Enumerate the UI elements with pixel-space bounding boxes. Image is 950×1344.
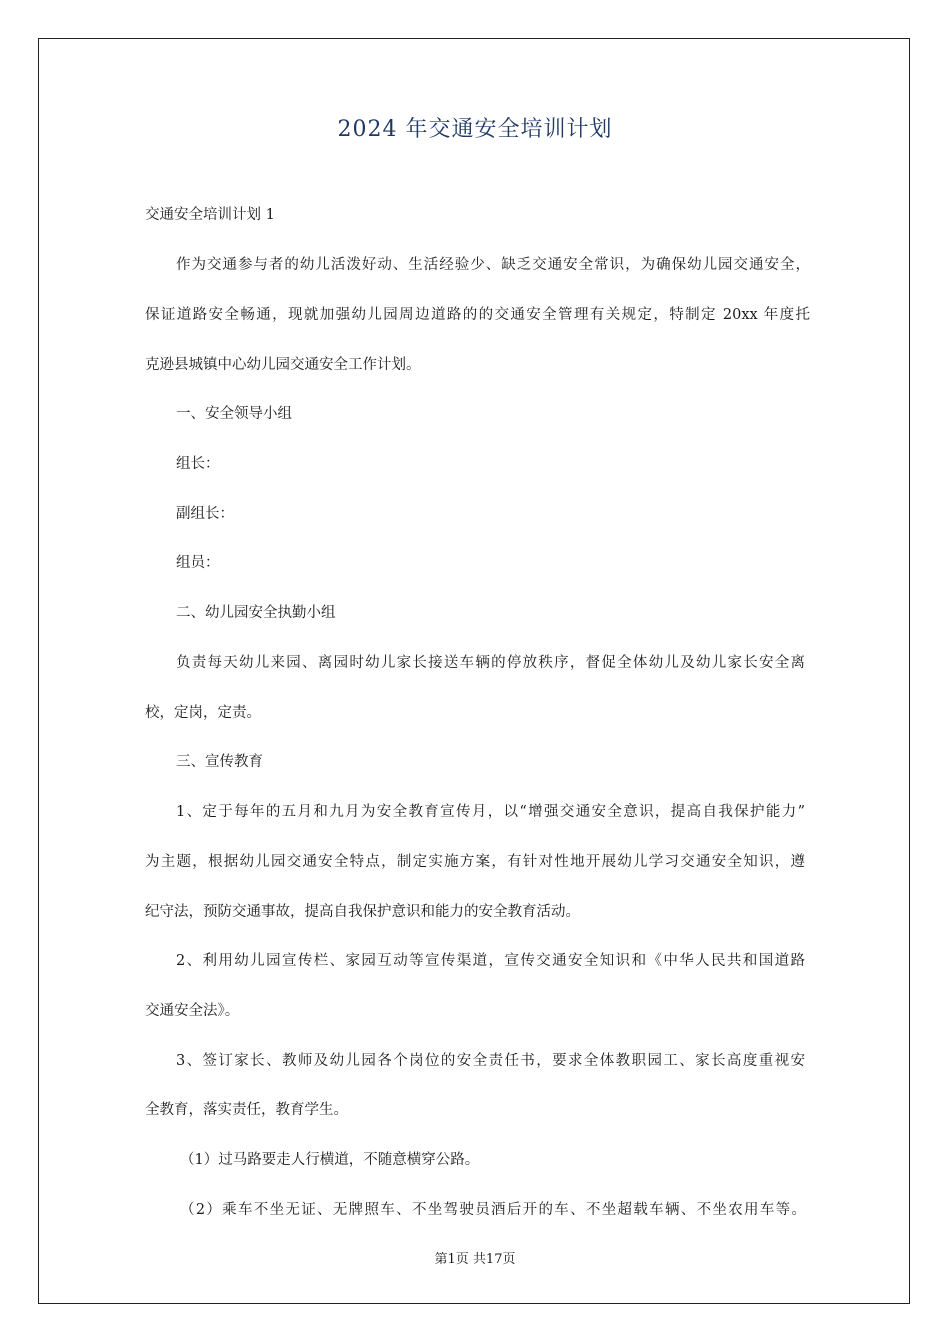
- list-item: （1）过马路要走人行横道，不随意横穿公路。: [180, 1152, 480, 1168]
- paragraph-line: 克逊县城镇中心幼儿园交通安全工作计划。: [145, 357, 421, 373]
- paragraph-line: 负责每天幼儿来园、离园时幼儿家长接送车辆的停放秩序，督促全体幼儿及幼儿家长安全离: [176, 655, 805, 671]
- paragraph-line: 1、定于每年的五月和九月为安全教育宣传月，以“增强交通安全意识，提高自我保护能力”: [176, 804, 805, 820]
- section-heading: 二、幼儿园安全执勤小组: [176, 605, 336, 621]
- section-heading: 交通安全培训计划 1: [145, 207, 275, 223]
- paragraph-line: 3、签订家长、教师及幼儿园各个岗位的安全责任书，要求全体教职园工、家长高度重视安: [176, 1053, 805, 1069]
- paragraph-line: 保证道路安全畅通，现就加强幼儿园周边道路的的交通安全管理有关规定，特制定 20xx 年度托: [145, 307, 810, 323]
- section-heading: 一、安全领导小组: [176, 406, 292, 422]
- paragraph-line: 校，定岗，定责。: [145, 705, 261, 721]
- paragraph-line: 副组长：: [176, 506, 234, 522]
- paragraph-line: 作为交通参与者的幼儿活泼好动、生活经验少、缺乏交通安全常识，为确保幼儿园交通安全，: [176, 257, 810, 273]
- section-heading: 三、宣传教育: [176, 754, 263, 770]
- page-footer: 第1页 共17页: [434, 1252, 516, 1267]
- paragraph-line: 为主题，根据幼儿园交通安全特点，制定实施方案，有针对性地开展幼儿学习交通安全知识，遵: [145, 854, 805, 870]
- paragraph-line: 2、利用幼儿园宣传栏、家园互动等宣传渠道，宣传交通安全知识和《中华人民共和国道路: [176, 953, 805, 969]
- paragraph-line: 纪守法，预防交通事故，提高自我保护意识和能力的安全教育活动。: [145, 904, 580, 920]
- paragraph-line: 组长：: [176, 456, 220, 472]
- document-title: 2024 年交通安全培训计划: [337, 117, 613, 142]
- paragraph-line: 组员：: [176, 555, 220, 571]
- list-item: （2）乘车不坐无证、无牌照车、不坐驾驶员酒后开的车、不坐超载车辆、不坐农用车等。: [180, 1202, 806, 1218]
- paragraph-line: 交通安全法》。: [145, 1003, 240, 1019]
- paragraph-line: 全教育，落实责任，教育学生。: [145, 1102, 348, 1118]
